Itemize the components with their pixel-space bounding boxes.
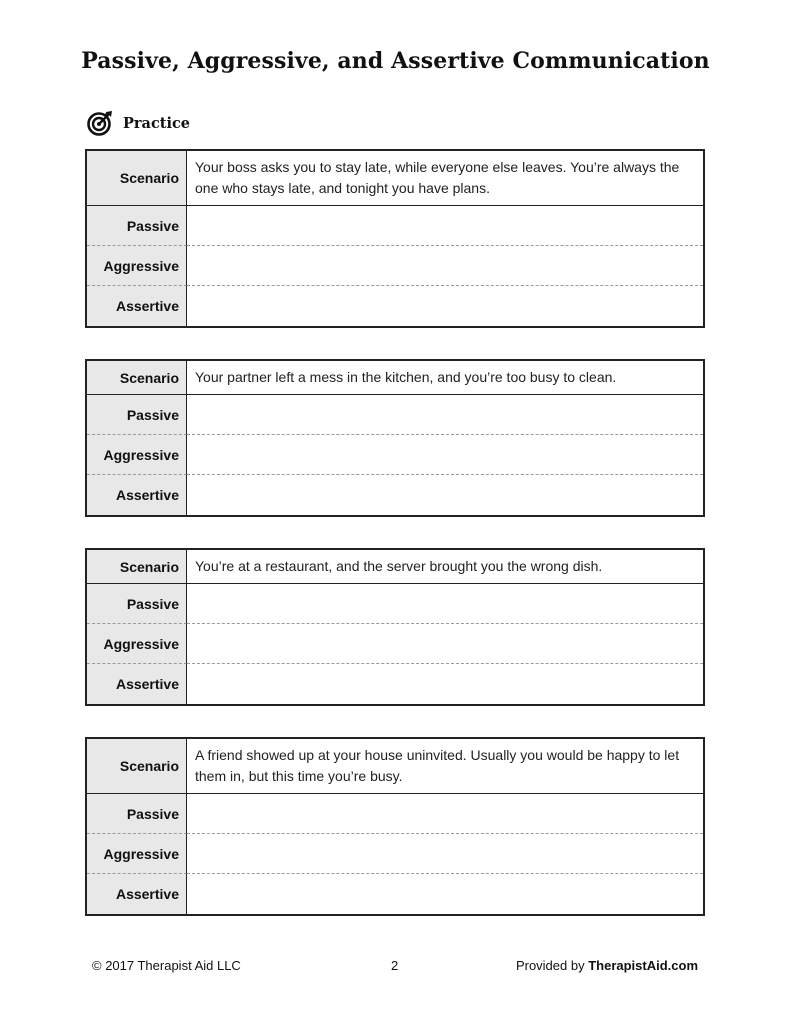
provided-by <box>516 958 698 973</box>
assertive-response-field[interactable] <box>187 874 703 914</box>
aggressive-response-field[interactable] <box>187 435 703 475</box>
scenario-label: Scenario <box>87 151 187 206</box>
assertive-response-field[interactable] <box>187 475 703 515</box>
scenario-label: Scenario <box>87 550 187 584</box>
practice-table-3 <box>85 548 705 706</box>
assertive-label: Assertive <box>87 874 187 914</box>
assertive-label: Assertive <box>87 286 187 326</box>
target-icon <box>86 109 114 137</box>
footer <box>0 958 791 976</box>
practice-table-2 <box>85 359 705 517</box>
practice-table-1 <box>85 149 705 328</box>
assertive-response-field[interactable] <box>187 286 703 326</box>
brand-link[interactable]: TherapistAid.com <box>588 958 698 973</box>
passive-label: Passive <box>87 794 187 834</box>
scenario-text: Your partner left a mess in the kitchen, and you’re too busy to clean. <box>187 361 703 395</box>
assertive-response-field[interactable] <box>187 664 703 704</box>
assertive-label: Assertive <box>87 475 187 515</box>
aggressive-label: Aggressive <box>87 624 187 664</box>
passive-response-field[interactable] <box>187 206 703 246</box>
aggressive-label: Aggressive <box>87 435 187 475</box>
passive-response-field[interactable] <box>187 584 703 624</box>
provided-by-prefix: Provided by <box>515 958 589 973</box>
passive-response-field[interactable] <box>187 395 703 435</box>
copyright-text: © 2017 Therapist Aid LLC <box>92 958 241 973</box>
section-title: Practice <box>123 114 191 132</box>
aggressive-label: Aggressive <box>87 834 187 874</box>
section-header <box>86 108 190 138</box>
passive-label: Passive <box>87 206 187 246</box>
page-number: 2 <box>391 958 399 973</box>
page-title: Passive, Aggressive, and Assertive Communication <box>81 48 710 74</box>
passive-label: Passive <box>87 584 187 624</box>
passive-response-field[interactable] <box>187 794 703 834</box>
scenario-text: Your boss asks you to stay late, while everyone else leaves. You’re always the one who stays late, and tonight you have plans. <box>187 151 703 206</box>
practice-table-4 <box>85 737 705 916</box>
aggressive-response-field[interactable] <box>187 624 703 664</box>
aggressive-label: Aggressive <box>87 246 187 286</box>
assertive-label: Assertive <box>87 664 187 704</box>
scenario-label: Scenario <box>87 361 187 395</box>
scenario-label: Scenario <box>87 739 187 794</box>
passive-label: Passive <box>87 395 187 435</box>
aggressive-response-field[interactable] <box>187 834 703 874</box>
aggressive-response-field[interactable] <box>187 246 703 286</box>
scenario-text: You’re at a restaurant, and the server brought you the wrong dish. <box>187 550 703 584</box>
scenario-text: A friend showed up at your house uninvited. Usually you would be happy to let them in, but this time you’re busy. <box>187 739 703 794</box>
